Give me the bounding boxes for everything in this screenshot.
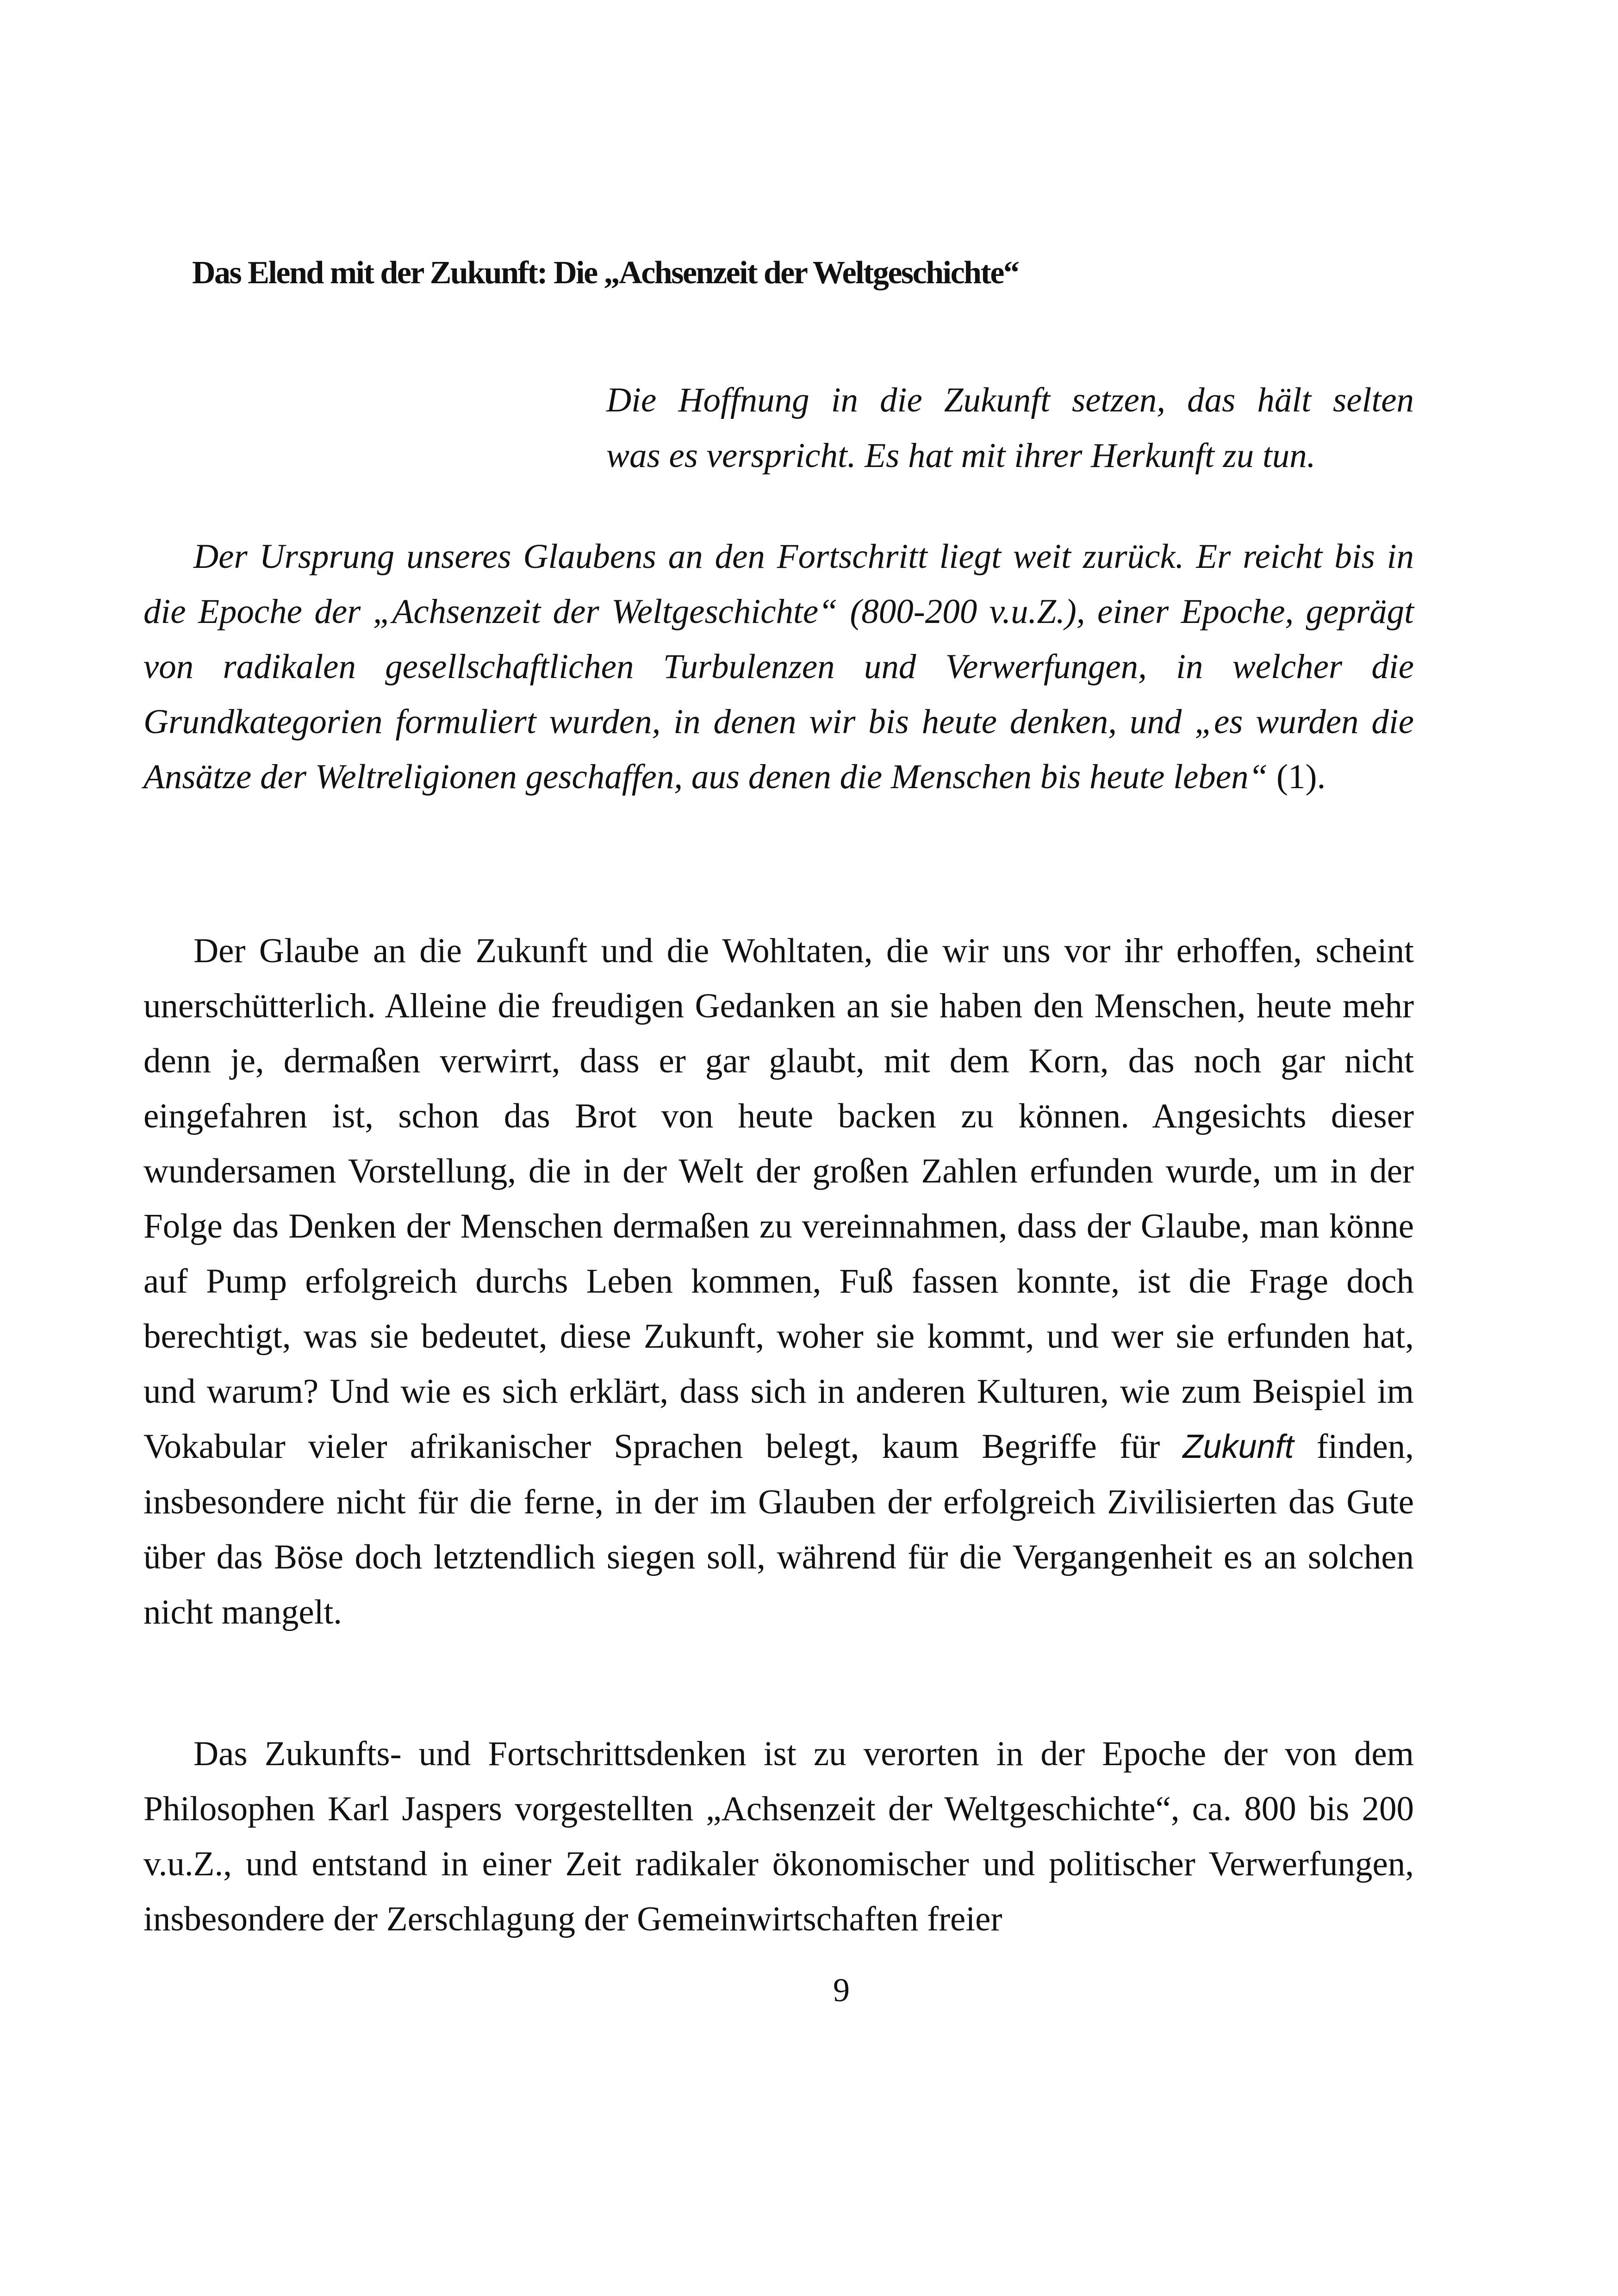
- body-paragraph-1-part-2: finden, insbesondere nicht für die ferne, in der im Glauben der erfolgreich Zivilisierten das Gute über das Böse doch letztendlich siegen soll, während für die Vergangenheit es an solchen nicht mangelt.: [143, 1427, 1414, 1631]
- chapter-title: Das Elend mit der Zukunft: Die „Achsenzeit der Weltgeschichte“: [192, 255, 1019, 291]
- epigraph: [606, 373, 1414, 484]
- footnote-reference: (1).: [1268, 758, 1326, 796]
- page-number: 9: [833, 1972, 850, 2009]
- intro-text: Der Ursprung unseres Glaubens an den Fortschritt liegt weit zurück. Er reicht bis in die Epoche der „Achsenzeit der Weltgeschichte“ (800-200 v.u.Z.), einer Epoche, geprägt von radikalen gesellschaftlichen Turbulenzen und Verwerfungen, in welcher die Grundkategorien formuliert wurden, in denen wir bis heute denken, und „es wurden die Ansätze der Weltreligionen geschaffen, aus denen die Menschen bis heute leben“: [143, 537, 1414, 796]
- epigraph-line-2: was es verspricht. Es hat mit ihrer Herkunft zu tun.: [606, 436, 1316, 475]
- epigraph-line-1: Die Hoffnung in die Zukunft setzen, das hält selten: [606, 381, 1414, 419]
- body-paragraph-1: [143, 923, 1414, 1640]
- intro-paragraph: [143, 529, 1414, 804]
- body-paragraph-1-part-1: Der Glaube an die Zukunft und die Wohltaten, die wir uns vor ihr erhoffen, scheint unerschütterlich. Alleine die freudigen Gedanken an sie haben den Menschen, heute mehr denn je, dermaßen verwirrt, dass er gar glaubt, mit dem Korn, das noch gar nicht eingefahren ist, schon das Brot von heute backen zu können. Angesichts dieser wundersamen Vorstellung, die in der Welt der großen Zahlen erfunden wurde, um in der Folge das Denken der Menschen dermaßen zu vereinnahmen, dass der Glaube, man könne auf Pump erfolgreich durchs Leben kommen, Fuß fassen konnte, ist die Frage doch berechtigt, was sie bedeutet, diese Zukunft, woher sie kommt, und wer sie erfunden hat, und warum? Und wie es sich erklärt, dass sich in anderen Kulturen, wie zum Beispiel im Vokabular vieler afrikanischer Sprachen belegt, kaum Begriffe für: [143, 932, 1414, 1466]
- emphasized-word: Zukunft: [1182, 1428, 1294, 1465]
- body-paragraph-2-text: Das Zukunfts- und Fortschrittsdenken ist zu verorten in der Epoche der von dem Philosophen Karl Jaspers vorgestellten „Achsenzeit der Weltgeschichte“, ca. 800 bis 200 v.u.Z., und entstand in einer Zeit radikaler ökonomischer und politischer Verwerfungen, insbesondere der Zerschlagung der Gemeinwirtschaften freier: [143, 1735, 1414, 1938]
- body-paragraph-2: [143, 1726, 1414, 1947]
